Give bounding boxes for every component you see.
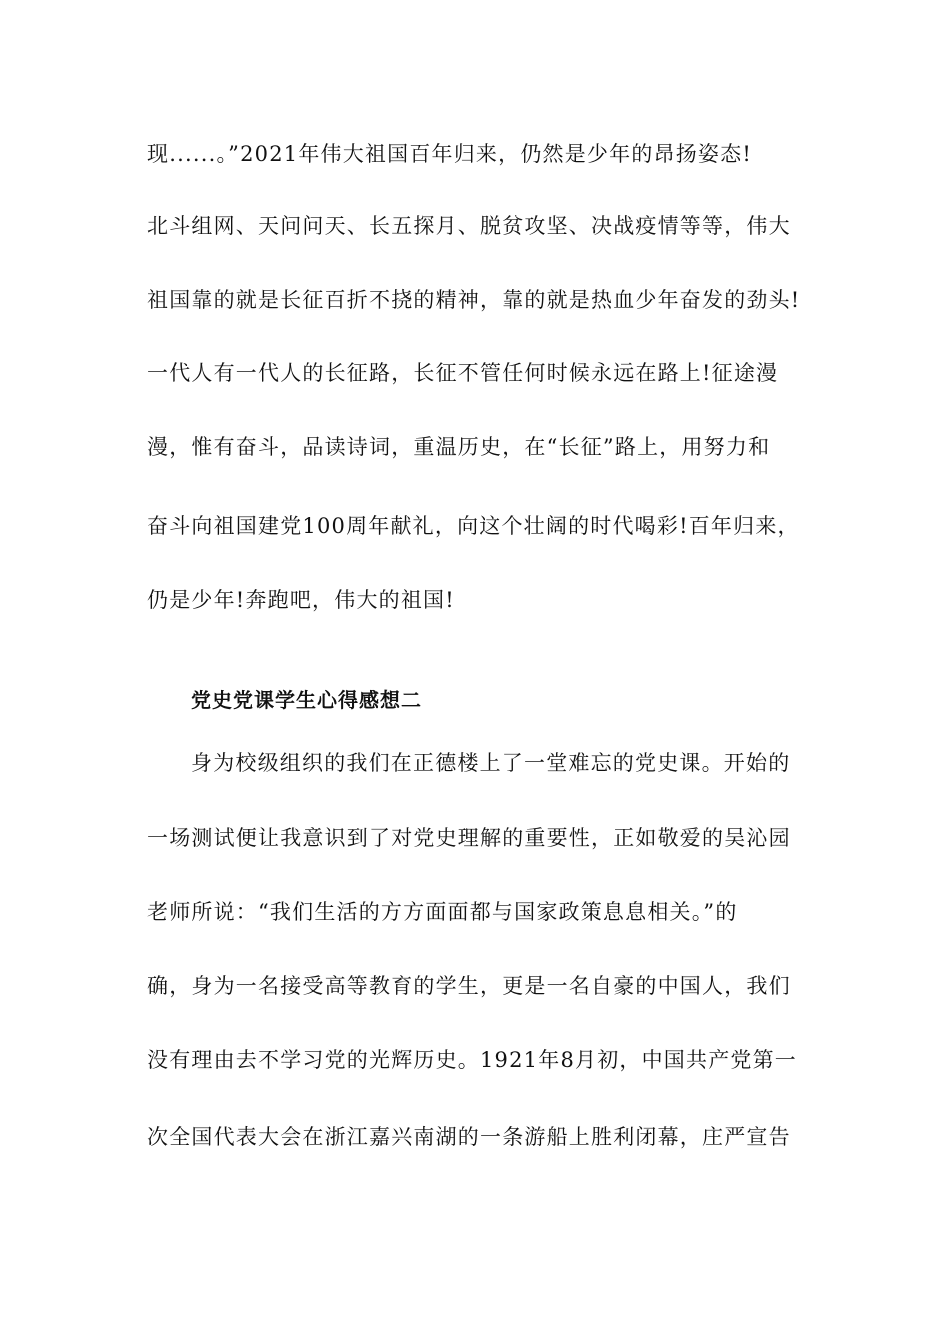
paragraph-1-line-6: 奋斗向祖国建党100周年献礼，向这个壮阔的时代喝彩!百年归来， bbox=[147, 514, 800, 538]
section-heading: 党史党课学生心得感想二 bbox=[191, 688, 422, 712]
paragraph-1-line-7: 仍是少年!奔跑吧，伟大的祖国! bbox=[147, 588, 455, 612]
paragraph-1-line-4: 一代人有一代人的长征路，长征不管任何时候永远在路上!征途漫 bbox=[147, 361, 779, 385]
paragraph-1-line-3: 祖国靠的就是长征百折不挠的精神，靠的就是热血少年奋发的劲头! bbox=[147, 288, 801, 312]
paragraph-1-line-5: 漫，惟有奋斗，品读诗词，重温历史，在“长征”路上，用努力和 bbox=[147, 435, 771, 459]
paragraph-1-line-2: 北斗组网、天问问天、长五探月、脱贫攻坚、决战疫情等等，伟大 bbox=[147, 214, 791, 238]
paragraph-2-line-4: 确，身为一名接受高等教育的学生，更是一名自豪的中国人，我们 bbox=[147, 974, 791, 998]
paragraph-2-line-3: 老师所说：“我们生活的方方面面都与国家政策息息相关。”的 bbox=[147, 900, 738, 924]
paragraph-2-line-2: 一场测试便让我意识到了对党史理解的重要性，正如敬爱的吴沁园 bbox=[147, 826, 791, 850]
paragraph-2-line-1: 身为校级组织的我们在正德楼上了一堂难忘的党史课。开始的 bbox=[191, 751, 791, 775]
paragraph-2-line-5: 没有理由去不学习党的光辉历史。1921年8月初，中国共产党第一 bbox=[147, 1048, 798, 1072]
paragraph-1-line-1: 现......。”2021年伟大祖国百年归来，仍然是少年的昂扬姿态! bbox=[147, 142, 752, 166]
paragraph-2-line-6: 次全国代表大会在浙江嘉兴南湖的一条游船上胜利闭幕，庄严宣告 bbox=[147, 1125, 791, 1149]
